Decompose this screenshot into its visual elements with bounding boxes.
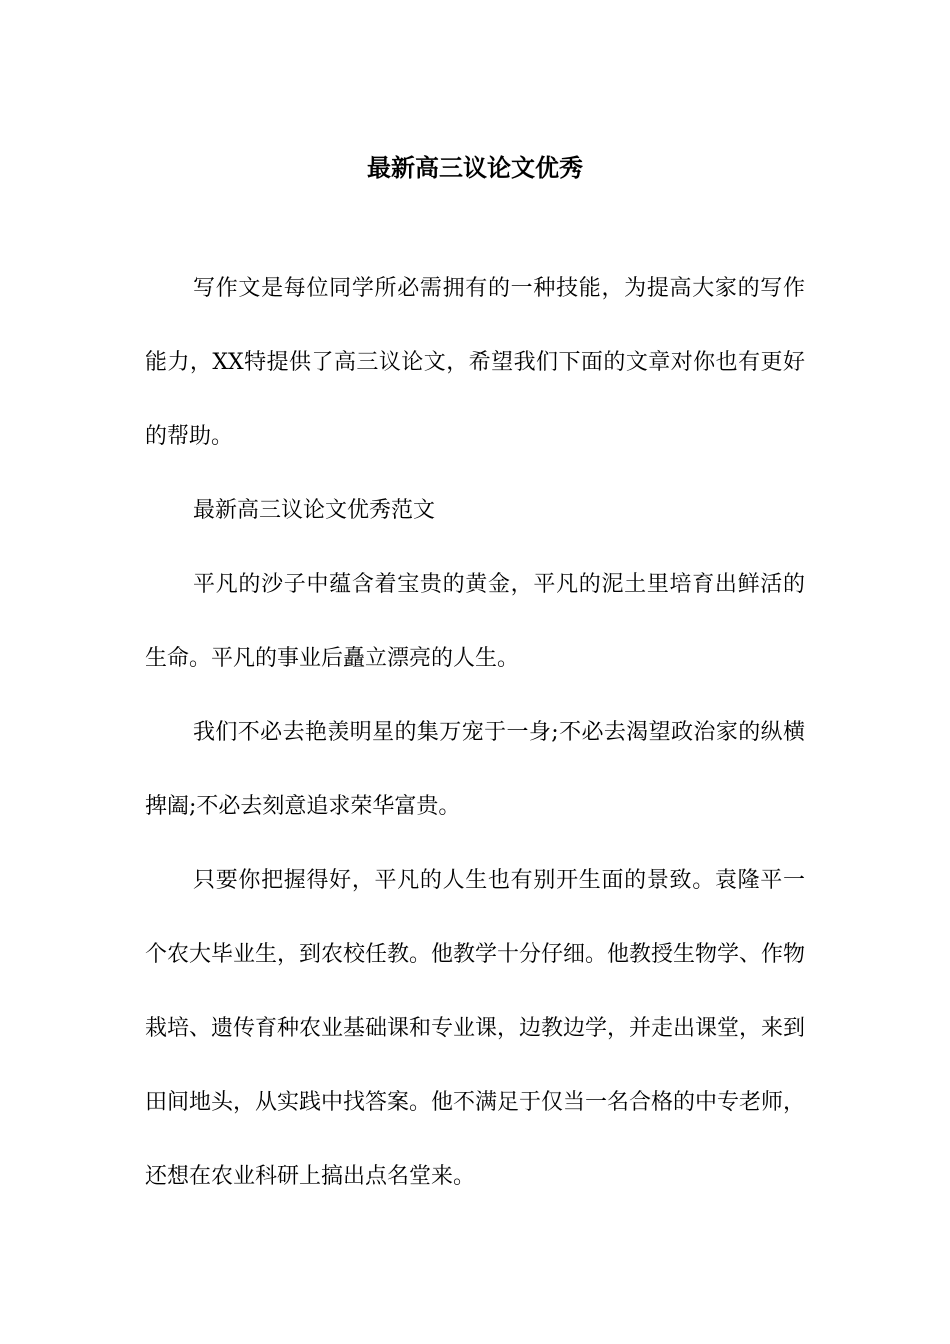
document-body xyxy=(145,252,805,1214)
paragraph-1: 平凡的沙子中蕴含着宝贵的黄金，平凡的泥土里培育出鲜活的生命。平凡的事业后矗立漂亮的人生。 xyxy=(145,572,805,671)
paragraph-subheading: 最新高三议论文优秀范文 xyxy=(193,498,436,523)
paragraph-2: 我们不必去艳羡明星的集万宠于一身;不必去渴望政治家的纵横捭阖;不必去刻意追求荣华富贵。 xyxy=(145,720,805,819)
paragraph-3: 只要你把握得好，平凡的人生也有别开生面的景致。袁隆平一个农大毕业生，到农校任教。他教学十分仔细。他教授生物学、作物栽培、遗传育种农业基础课和专业课，边教边学，并走出课堂，来到田间地头，从实践中找答案。他不满足于仅当一名合格的中专老师，还想在农业科研上搞出点名堂来。 xyxy=(145,868,806,1189)
document-title: 最新高三议论文优秀 xyxy=(367,154,583,183)
paragraph-intro: 写作文是每位同学所必需拥有的一种技能，为提高大家的写作能力，XX特提供了高三议论文，希望我们下面的文章对你也有更好的帮助。 xyxy=(145,276,805,449)
